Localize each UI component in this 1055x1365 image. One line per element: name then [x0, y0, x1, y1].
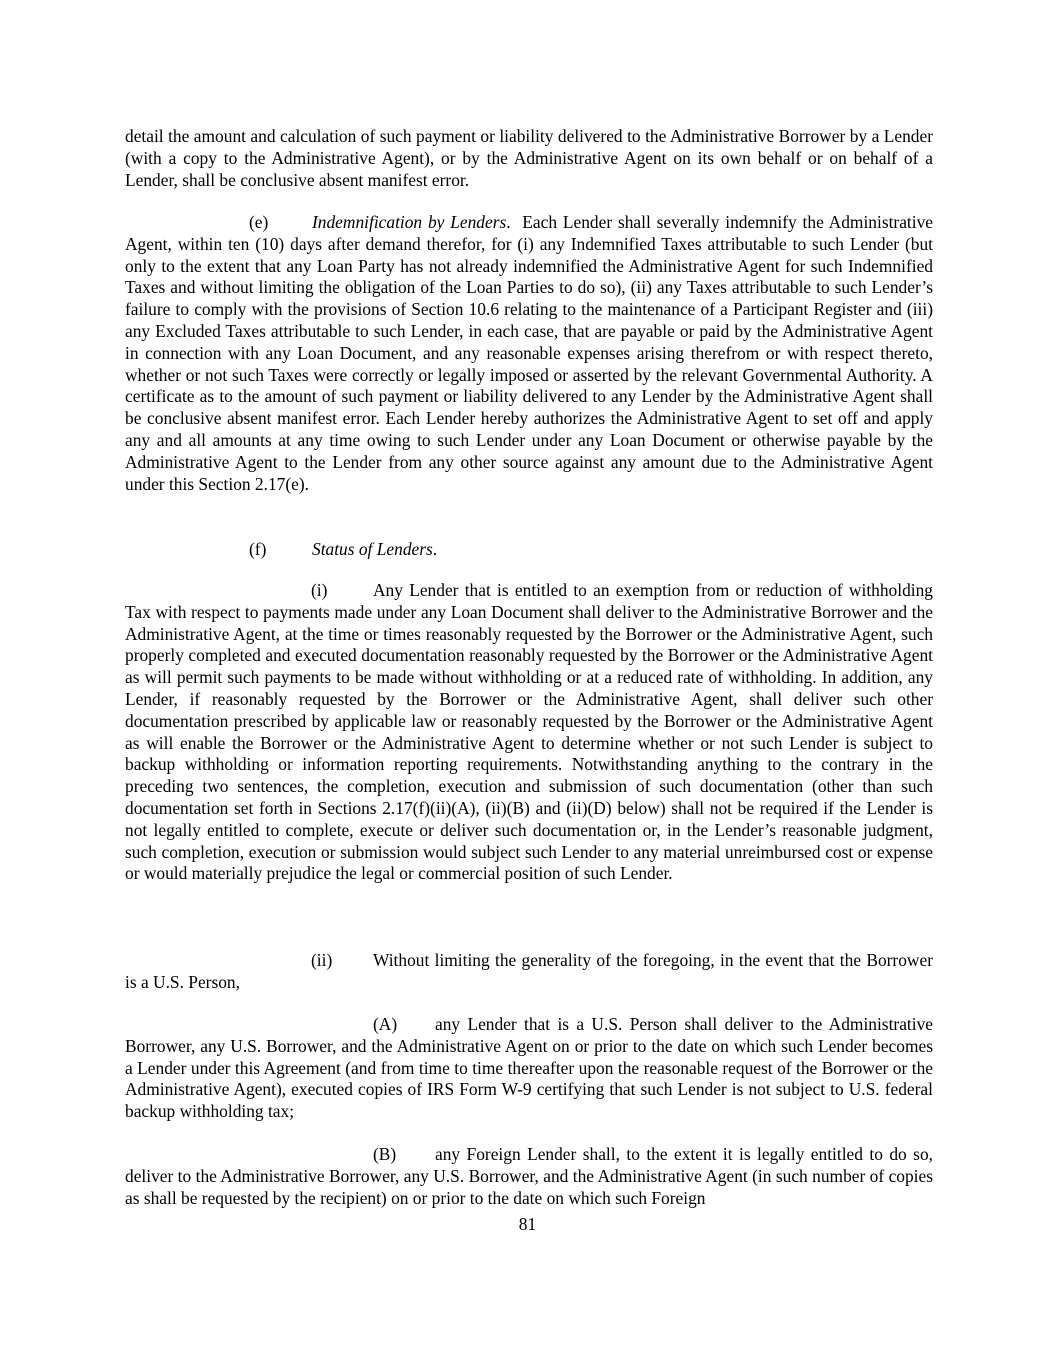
section-f-title: Status of Lenders: [312, 539, 433, 559]
section-f-i-number: (i): [311, 580, 328, 600]
section-e-paragraph: (e) Indemnification by Lenders. Each Lender shall severally indemnify the Administrative Agent, within ten (10) days after demand therefor, for (i) any Indemnified Taxes attributable to such Lender (but only to the extent that any Loan Party has not already indemnified the Administrative Agent for such Indemnified Taxes and without limiting the obligation of the Loan Parties to do so), (ii) any Taxes attributable to such Lender’s failure to comply with the provisions of Section 10.6 relating to the maintenance of a Participant Register and (iii) any Excluded Taxes attributable to such Lender, in each case, that are payable or paid by the Administrative Agent in connection with any Loan Document, and any reasonable expenses arising therefrom or with respect thereto, whether or not such Taxes were correctly or legally imposed or asserted by the relevant Governmental Authority. A certificate as to the amount of such payment or liability delivered to any Lender by the Administrative Agent shall be conclusive absent manifest error. Each Lender hereby authorizes the Administrative Agent to set off and apply any and all amounts at any time owing to such Lender under any Loan Document or otherwise payable by the Administrative Agent to the Lender from any other source against any amount due to the Administrative Agent under this Section 2.17(e).: [125, 212, 934, 494]
section-f-ii-b-paragraph: [125, 1144, 933, 1209]
section-f-ii-paragraph: [125, 950, 933, 994]
section-f-i-paragraph: [125, 580, 933, 885]
section-e-text: Each Lender shall severally indemnify the Administrative Agent, within ten (10) days after demand therefor, for (i) any Indemnified Taxes attributable to such Lender (but only to the extent that any Loan Party has not already indemnified the Administrative Agent for such Indemnified Taxes and without limiting the obligation of the Loan Parties to do so), (ii) any Taxes attributable to such Lender’s failure to comply with the provisions of Section 10.6 relating to the maintenance of a Participant Register and (iii) any Excluded Taxes attributable to such Lender, in each case, that are payable or paid by the Administrative Agent in connection with any Loan Document, and any reasonable expenses arising therefrom or with respect thereto, whether or not such Taxes were correctly or legally imposed or asserted by the relevant Governmental Authority. A certificate as to the amount of such payment or liability delivered to any Lender by the Administrative Agent shall be conclusive absent manifest error. Each Lender hereby authorizes the Administrative Agent to set off and apply any and all amounts at any time owing to such Lender under any Loan Document or otherwise payable by the Administrative Agent to the Lender from any other source against any amount due to the Administrative Agent under this Section 2.17(e).: [125, 212, 934, 494]
continuation-paragraph: detail the amount and calculation of such payment or liability delivered to the Administrative Borrower by a Lender (with a copy to the Administrative Agent), or by the Administrative Agent on its own behalf or on behalf of a Lender, shall be conclusive absent manifest error.: [125, 126, 933, 190]
page-number: 81: [518, 1214, 537, 1234]
section-f-ii-a-text: any Lender that is a U.S. Person shall deliver to the Administrative Borrower, any U.S. Borrower, and the Administrative Agent on or prior to the date on which such Lender becomes a Lender under this Agreement (and from time to time thereafter upon the reasonable request of the Borrower or the Administrative Agent), executed copies of IRS Form W-9 certifying that such Lender is not subject to U.S. federal backup withholding tax;: [125, 1014, 933, 1122]
section-e-number: (e): [249, 212, 269, 232]
section-f-number: (f): [249, 539, 267, 559]
section-f-ii-b-number: (B): [373, 1144, 397, 1164]
section-e-title: Indemnification by Lenders: [312, 212, 507, 232]
section-f-ii-b-text: any Foreign Lender shall, to the extent it is legally entitled to do so, deliver to the Administrative Borrower, any U.S. Borrower, and the Administrative Agent (in such number of copies as shall be requested by the recipient) on or prior to the date on which such Foreign: [125, 1144, 933, 1208]
section-f-ii-a-number: (A): [373, 1014, 398, 1034]
section-f-ii-number: (ii): [311, 950, 333, 970]
section-f-ii-a-paragraph: [125, 1014, 933, 1123]
section-f-heading: (f) Status of Lenders.: [249, 539, 438, 559]
section-f-ii-text: Without limiting the generality of the foregoing, in the event that the Borrower is a U.S. Person,: [125, 950, 933, 992]
section-f-i-text: Any Lender that is entitled to an exemption from or reduction of withholding Tax with respect to payments made under any Loan Document shall deliver to the Administrative Borrower and the Administrative Agent, at the time or times reasonably requested by the Borrower or the Administrative Agent, such properly completed and executed documentation reasonably requested by the Borrower or the Administrative Agent as will permit such payments to be made without withholding or at a reduced rate of withholding. In addition, any Lender, if reasonably requested by the Borrower or the Administrative Agent, shall deliver such other documentation prescribed by applicable law or reasonably requested by the Borrower or the Administrative Agent as will enable the Borrower or the Administrative Agent to determine whether or not such Lender is subject to backup withholding or information reporting requirements. Notwithstanding anything to the contrary in the preceding two sentences, the completion, execution and submission of such documentation (other than such documentation set forth in Sections 2.17(f)(ii)(A), (ii)(B) and (ii)(D) below) shall not be required if the Lender is not legally entitled to complete, execute or deliver such documentation or, in the Lender’s reasonable judgment, such completion, execution or submission would subject such Lender to any material unreimbursed cost or expense or would materially prejudice the legal or commercial position of such Lender.: [125, 580, 933, 884]
